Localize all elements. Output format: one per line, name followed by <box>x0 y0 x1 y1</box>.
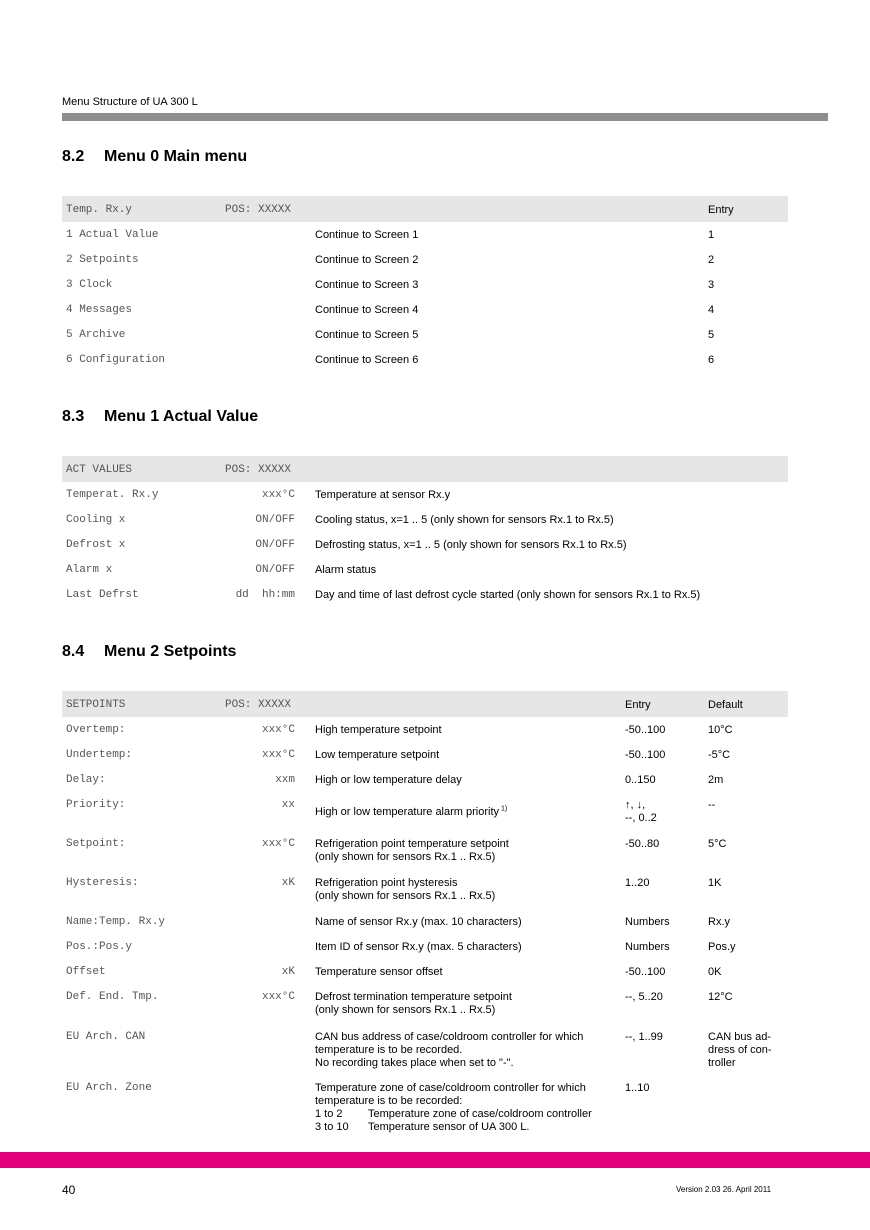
row-entry: 5 <box>708 329 715 341</box>
header-menu-text: ACT VALUES <box>66 464 133 476</box>
row-description: Continue to Screen 1 <box>315 229 419 241</box>
row-menu-text: Priority: <box>66 799 126 811</box>
section-8-2-title <box>62 148 247 166</box>
header-menu-text: SETPOINTS <box>66 699 126 711</box>
section-8-3-title <box>62 408 258 426</box>
row-menu-text: Cooling x <box>66 514 126 526</box>
page-number: 40 <box>62 1183 76 1197</box>
header-default: Default <box>708 699 743 711</box>
header-menu-text: Temp. Rx.y <box>66 204 133 216</box>
row-description: Defrost termination temperature setpoint <box>315 991 512 1003</box>
row-menu-text: EU Arch. CAN <box>66 1031 146 1043</box>
row-default: CAN bus ad- <box>708 1031 771 1043</box>
row-description: Alarm status <box>315 564 377 576</box>
section-title: Menu 1 Actual Value <box>104 408 259 425</box>
row-entry: --, 5..20 <box>625 991 663 1003</box>
row-value-format: xxx°C <box>261 489 295 501</box>
row-entry: --, 1..99 <box>625 1031 663 1043</box>
row-menu-text: Last Defrst <box>66 589 139 601</box>
row-description: Refrigeration point temperature setpoint <box>315 838 509 850</box>
row-value-format: xxx°C <box>261 991 295 1003</box>
row-menu-text: 3 Clock <box>66 279 113 291</box>
row-default: 2m <box>708 774 724 786</box>
row-description: No recording takes place when set to "-". <box>315 1057 514 1069</box>
row-menu-text: Defrost x <box>66 539 126 551</box>
row-entry: 6 <box>708 354 715 366</box>
row-entry: 3 <box>708 279 715 291</box>
row-menu-text: Hysteresis: <box>66 877 139 889</box>
row-default: Rx.y <box>708 916 730 928</box>
row-entry: -50..100 <box>625 966 666 978</box>
row-description: Continue to Screen 6 <box>315 354 419 366</box>
section-number: 8.4 <box>62 643 85 660</box>
header-pos-text: POS: XXXXX <box>225 699 292 711</box>
row-value-format: ON/OFF <box>255 514 295 526</box>
row-description: Day and time of last defrost cycle started (only shown for sensors Rx.1 to Rx.5) <box>315 589 701 601</box>
row-menu-text: Pos.:Pos.y <box>66 941 133 953</box>
row-description: Continue to Screen 5 <box>315 329 419 341</box>
row-description: Temperature sensor offset <box>315 966 443 978</box>
header-pos-text: POS: XXXXX <box>225 464 292 476</box>
header-entry: Entry <box>625 699 651 711</box>
row-value-format: xK <box>281 877 295 889</box>
row-menu-text: Offset <box>66 966 106 978</box>
row-menu-text: Name:Temp. Rx.y <box>66 916 166 928</box>
row-menu-text: Def. End. Tmp. <box>66 991 159 1003</box>
row-menu-text: 4 Messages <box>66 304 133 316</box>
section-number: 8.2 <box>62 148 85 165</box>
row-description: Cooling status, x=1 .. 5 (only shown for sensors Rx.1 to Rx.5) <box>315 514 614 526</box>
row-description: High or low temperature alarm priority $^{1)}$ <box>315 805 508 818</box>
row-value-format: xK <box>281 966 295 978</box>
row-menu-text: Alarm x <box>66 564 113 576</box>
table-header-band <box>62 456 788 482</box>
row-entry: -50..80 <box>625 838 660 850</box>
row-description: CAN bus address of case/coldroom controller for which <box>315 1031 584 1043</box>
section-title: Menu 0 Main menu <box>104 148 248 165</box>
row-default: 1K <box>708 877 722 889</box>
row-default: 5°C <box>708 838 727 850</box>
row-default: dress of con- <box>708 1044 772 1056</box>
row-default: 12°C <box>708 991 733 1003</box>
row-description: Low temperature setpoint <box>315 749 440 761</box>
row-menu-text: EU Arch. Zone <box>66 1082 152 1094</box>
row-value-format: xxm <box>275 774 295 786</box>
row-entry: -50..100 <box>625 749 666 761</box>
row-menu-text: Delay: <box>66 774 106 786</box>
row-menu-text: Temperat. Rx.y <box>66 489 159 501</box>
row-value-format: xxx°C <box>261 749 295 761</box>
row-description: (only shown for sensors Rx.1 .. Rx.5) <box>315 851 496 863</box>
row-entry: Numbers <box>625 941 670 953</box>
version-info: Version 2.03 26. April 2011 <box>676 1185 772 1194</box>
section-8-4-title <box>62 643 236 661</box>
row-value-format: dd hh:mm <box>235 589 295 601</box>
row-description: Defrosting status, x=1 .. 5 (only shown for sensors Rx.1 to Rx.5) <box>315 539 627 551</box>
row-entry: 2 <box>708 254 715 266</box>
footnote-marker: 1) <box>499 805 508 813</box>
row-entry: 1 <box>708 229 715 241</box>
row-description: Temperature at sensor Rx.y <box>315 489 451 501</box>
row-menu-text: Overtemp: <box>66 724 126 736</box>
zone-range: 1 to 2 <box>315 1108 343 1120</box>
row-description: Continue to Screen 4 <box>315 304 419 316</box>
zone-range: 3 to 10 <box>315 1121 349 1133</box>
row-default: 0K <box>708 966 722 978</box>
row-default: 10°C <box>708 724 733 736</box>
row-default: Pos.y <box>708 941 736 953</box>
row-description: (only shown for sensors Rx.1 .. Rx.5) <box>315 890 496 902</box>
row-menu-text: 5 Archive <box>66 329 126 341</box>
row-entry: 1..10 <box>625 1082 650 1094</box>
row-description: Continue to Screen 3 <box>315 279 419 291</box>
table-header-band <box>62 691 788 717</box>
row-value-format: xxx°C <box>261 838 295 850</box>
zone-meaning: Temperature sensor of UA 300 L. <box>368 1121 530 1133</box>
row-description: High or low temperature delay <box>315 774 462 786</box>
row-description: Refrigeration point hysteresis <box>315 877 458 889</box>
row-menu-text: Undertemp: <box>66 749 133 761</box>
section-number: 8.3 <box>62 408 85 425</box>
row-description: High temperature setpoint <box>315 724 442 736</box>
header-rule <box>62 113 828 121</box>
row-description: temperature is to be recorded. <box>315 1044 463 1056</box>
row-menu-text: 2 Setpoints <box>66 254 139 266</box>
row-entry: ↑, ↓, <box>625 799 646 811</box>
row-entry: 1..20 <box>625 877 650 889</box>
footer-bar <box>0 1152 870 1168</box>
row-menu-text: 1 Actual Value <box>66 229 159 241</box>
row-entry: Numbers <box>625 916 670 928</box>
row-entry: --, 0..2 <box>625 812 657 824</box>
row-default: -5°C <box>708 749 731 761</box>
row-value-format: xx <box>281 799 295 811</box>
row-menu-text: 6 Configuration <box>66 354 166 366</box>
row-description: Name of sensor Rx.y (max. 10 characters) <box>315 916 522 928</box>
row-entry: 0..150 <box>625 774 656 786</box>
zone-meaning: Temperature zone of case/coldroom controller <box>368 1108 592 1120</box>
header-pos-text: POS: XXXXX <box>225 204 292 216</box>
table-header-band <box>62 196 788 222</box>
row-description: Item ID of sensor Rx.y (max. 5 characters) <box>315 941 522 953</box>
row-description: Continue to Screen 2 <box>315 254 419 266</box>
row-default: troller <box>708 1057 736 1069</box>
header-entry: Entry <box>708 204 734 216</box>
row-description: (only shown for sensors Rx.1 .. Rx.5) <box>315 1004 496 1016</box>
row-entry: 4 <box>708 304 715 316</box>
row-description: temperature is to be recorded: <box>315 1095 463 1107</box>
row-value-format: ON/OFF <box>255 564 295 576</box>
row-entry: -50..100 <box>625 724 666 736</box>
row-menu-text: Setpoint: <box>66 838 126 850</box>
section-title: Menu 2 Setpoints <box>104 643 237 660</box>
row-value-format: xxx°C <box>261 724 295 736</box>
row-value-format: ON/OFF <box>255 539 295 551</box>
row-default: -- <box>708 799 716 811</box>
running-header: Menu Structure of UA 300 L <box>62 96 198 108</box>
row-description: Temperature zone of case/coldroom controller for which <box>315 1082 586 1094</box>
